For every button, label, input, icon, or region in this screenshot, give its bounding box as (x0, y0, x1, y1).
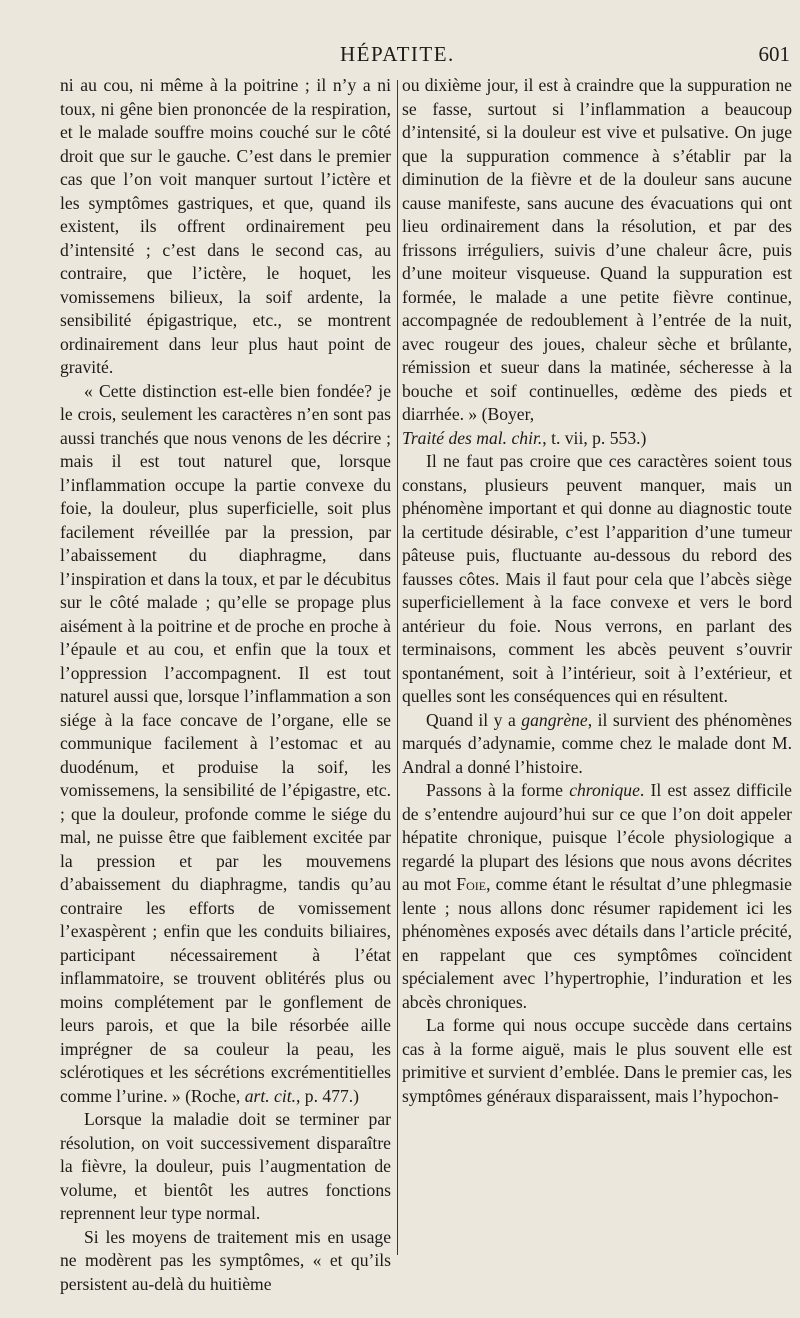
paragraph: Lorsque la maladie doit se terminer par résolution, on voit successivement disparaître la fièvre, la douleur, puis l’augmentation de volume, et bientôt les autres fonctions reprennent leur type normal. (60, 1109, 391, 1223)
paragraph (402, 74, 792, 450)
paragraph-text: , comme étant le résultat d’une phlegmasie lente ; nous allons donc résumer rapidement ici les phénomènes exposés avec détails dans l’article précité, en rappelant que ces symptômes coïncident spécialement avec l’hypertrophie, l’induration et les abcès chroniques. (402, 874, 792, 1012)
citation-tail: , p. 477.) (296, 1085, 360, 1106)
paragraph: ni au cou, ni même à la poitrine ; il n’y a ni toux, ni gêne bien prononcée de la respiration, et le malade souffre moins couché sur le côté droit que sur le gauche. C’est dans le premier cas que l’on voit manquer surtout l’ictère et les symptômes gastriques, et que, quand ils existent, ils offrent ordinairement peu d’intensité ; c’est dans le second cas, au contraire, que l’ictère, le hoquet, les vomissemens bilieux, la soif ardente, la sensibilité épigastrique, etc., se montrent ordinairement dans leur plus haut point de gravité. (60, 75, 391, 377)
paragraph (402, 709, 792, 780)
page-number: 601 (758, 42, 790, 66)
paragraph-text: , il survient des phénomènes marqués d’adynamie, comme chez le malade dont M. Andral a donné l’histoire. (402, 709, 792, 777)
left-column (60, 74, 391, 1296)
running-title: HÉPATITE. (340, 42, 455, 66)
running-head (0, 42, 800, 72)
small-caps-term: Foie (456, 874, 487, 894)
citation: art. cit. (244, 1085, 296, 1106)
paragraph-text: « Cette distinction est-elle bien fondée? je le crois, seulement les caractères n’en sont pas aussi tranchés que nous venons de les décrire ; mais il est tout naturel que, lorsque l’inflammation occupe la partie convexe du foie, la douleur, plus superficielle, soit plus facilement réveillée par la pression, par l’abaissement du diaphragme, dans l’inspiration et dans la toux, et par le décubitus sur le côté malade ; qu’elle se propage plus aisément à la poitrine et de proche en proche à l’épaule et au cou, et enfin que la toux et l’oppression l’accompagnent. Il est tout naturel aussi que, lorsque l’inflammation a son siége à la face concave de l’organe, elle se communique facilement à l’estomac et au duodénum, et produise la soif, les vomissemens, la sensibilité de l’épigastre, etc. ; que la douleur, profonde comme le siége du mal, ne puisse être que faiblement excitée par la pression et par les mouvemens d’abaissement du diaphragme, tandis qu’au contraire les efforts de vomissement l’exaspèrent ; enfin que les conduits biliaires, participant nécessairement à l’état inflammatoire, se trouvent oblitérés plus ou moins complétement par le gonflement de leurs parois, et que la bile résorbée aille imprégner de sa couleur la peau, les sclérotiques et les sécrétions excrémentitielles comme l’urine. » (Roche, (60, 380, 391, 1106)
paragraph: Il ne faut pas croire que ces caractères soient tous constans, plusieurs peuvent manquer, mais un phénomène important et qui donne au diagnostic toute la certitude désirable, c’est l’apparition d’une tumeur pâteuse puis, fluctuante au-dessous du rebord des fausses côtes. Mais il faut pour cela que l’abcès siège superficiellement à la face convexe et vers le bord antérieur du foie. Nous verrons, en parlant des terminaisons, comment les abcès peuvent s’ouvrir spontanément, soit à l’intérieur, soit à l’extérieur, et quelles sont les conséquences qui en résultent. (402, 451, 792, 706)
citation: Traité des mal. chir. (402, 427, 543, 448)
paragraph: La forme qui nous occupe succède dans certains cas à la forme aiguë, mais le plus souvent elle est primitive et survient d’emblée. Dans le premier cas, les symptômes généraux disparaissent, mais l’hypochon- (402, 1015, 792, 1106)
paragraph (60, 380, 391, 1109)
right-column (402, 74, 792, 1108)
paragraph-text: Passons à la forme (426, 780, 563, 800)
emphasis: gangrène (521, 709, 588, 730)
paragraph: Si les moyens de traitement mis en usage ne modèrent pas les symptômes, « et qu’ils persistent au-delà du huitième (60, 1226, 391, 1294)
citation-tail: , t. vii, p. 553.) (542, 427, 647, 448)
emphasis: chronique (569, 780, 640, 800)
paragraph-text: . Il est assez difficile de s’entendre aujourd’hui sur ce que l’on doit appeler hépatite chronique, puisque l’école physiologique a regardé la plupart des lésions que nous avons décrites au mot (402, 780, 792, 894)
column-rule (397, 80, 398, 1255)
paragraph-text: ou dixième jour, il est à craindre que la suppuration ne se fasse, surtout si l’inflammation a beaucoup d’intensité, si la douleur est vive et pulsative. On juge que la suppuration commence à s’établir par la diminution de la fièvre et de la douleur sans aucune cause manifeste, sans aucune des évacuations qui ont lieu ordinairement dans la résolution, et par des frissons irréguliers, suivis d’une chaleur âcre, puis d’une moiteur visqueuse. Quand la suppuration est formée, le malade a une petite fièvre continue, accompagnée de redoublement à l’entrée de la nuit, avec rougeur des joues, chaleur sèche et brûlante, rémission et sueur dans la matinée, sécheresse à la bouche et soif continuelles, œdème des pieds et diarrhée. » (Boyer, (402, 75, 792, 424)
text-columns (60, 74, 794, 1294)
paragraph (402, 779, 792, 1014)
paragraph-text: Quand il y a (426, 709, 516, 730)
